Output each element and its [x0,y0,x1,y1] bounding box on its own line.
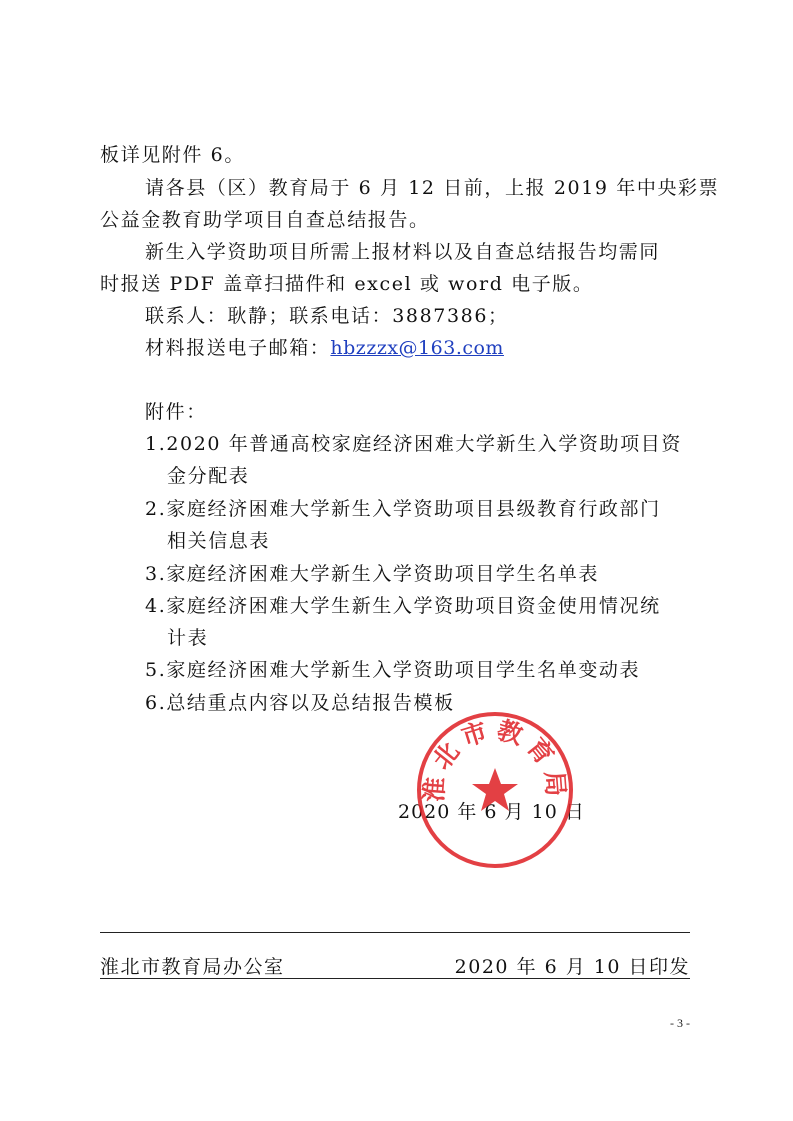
footer-top-rule [100,932,690,933]
attachments-heading: 附件： [145,401,207,423]
email-line [145,336,504,360]
body-line-4: 新生入学资助项目所需上报材料以及自查总结报告均需同 [145,241,661,263]
attachment-item-4-cont: 计表 [167,627,209,649]
attachment-item-5: 5.家庭经济困难大学新生入学资助项目学生名单变动表 [145,659,641,681]
attachment-item-1-cont: 金分配表 [167,465,250,487]
body-line-2: 请各县（区）教育局于 6 月 12 日前，上报 2019 年中央彩票 [145,177,720,199]
attachment-item-4: 4.家庭经济困难大学生新生入学资助项目资金使用情况统 [145,595,661,617]
attachment-item-2-cont: 相关信息表 [167,530,271,552]
page-number: - 3 - [670,1016,690,1030]
body-line-5: 时报送 PDF 盖章扫描件和 excel 或 word 电子版。 [100,273,594,295]
email-link[interactable]: hbzzzx@163.com [330,337,504,359]
footer-bottom-rule [100,978,690,979]
attachment-item-3: 3.家庭经济困难大学新生入学资助项目学生名单表 [145,563,599,585]
contact-line: 联系人：耿静；联系电话：3887386； [145,305,509,327]
attachment-item-2: 2.家庭经济困难大学新生入学资助项目县级教育行政部门 [145,498,661,520]
attachment-item-1: 1.2020 年普通高校家庭经济困难大学新生入学资助项目资 [145,433,682,455]
email-label: 材料报送电子邮箱： [145,337,331,359]
footer-issue-date: 2020 年 6 月 10 日印发 [454,956,690,978]
body-line-3: 公益金教育助学项目自查总结报告。 [100,209,430,231]
attachment-item-6: 6.总结重点内容以及总结报告模板 [145,692,455,714]
seal-text: 淮北市教育局 [419,715,571,804]
footer-issuer: 淮北市教育局办公室 [100,956,285,978]
body-line-1: 板详见附件 6。 [100,144,245,166]
signature-date: 2020 年 6 月 10 日 [398,801,585,823]
official-seal-icon [415,710,575,870]
